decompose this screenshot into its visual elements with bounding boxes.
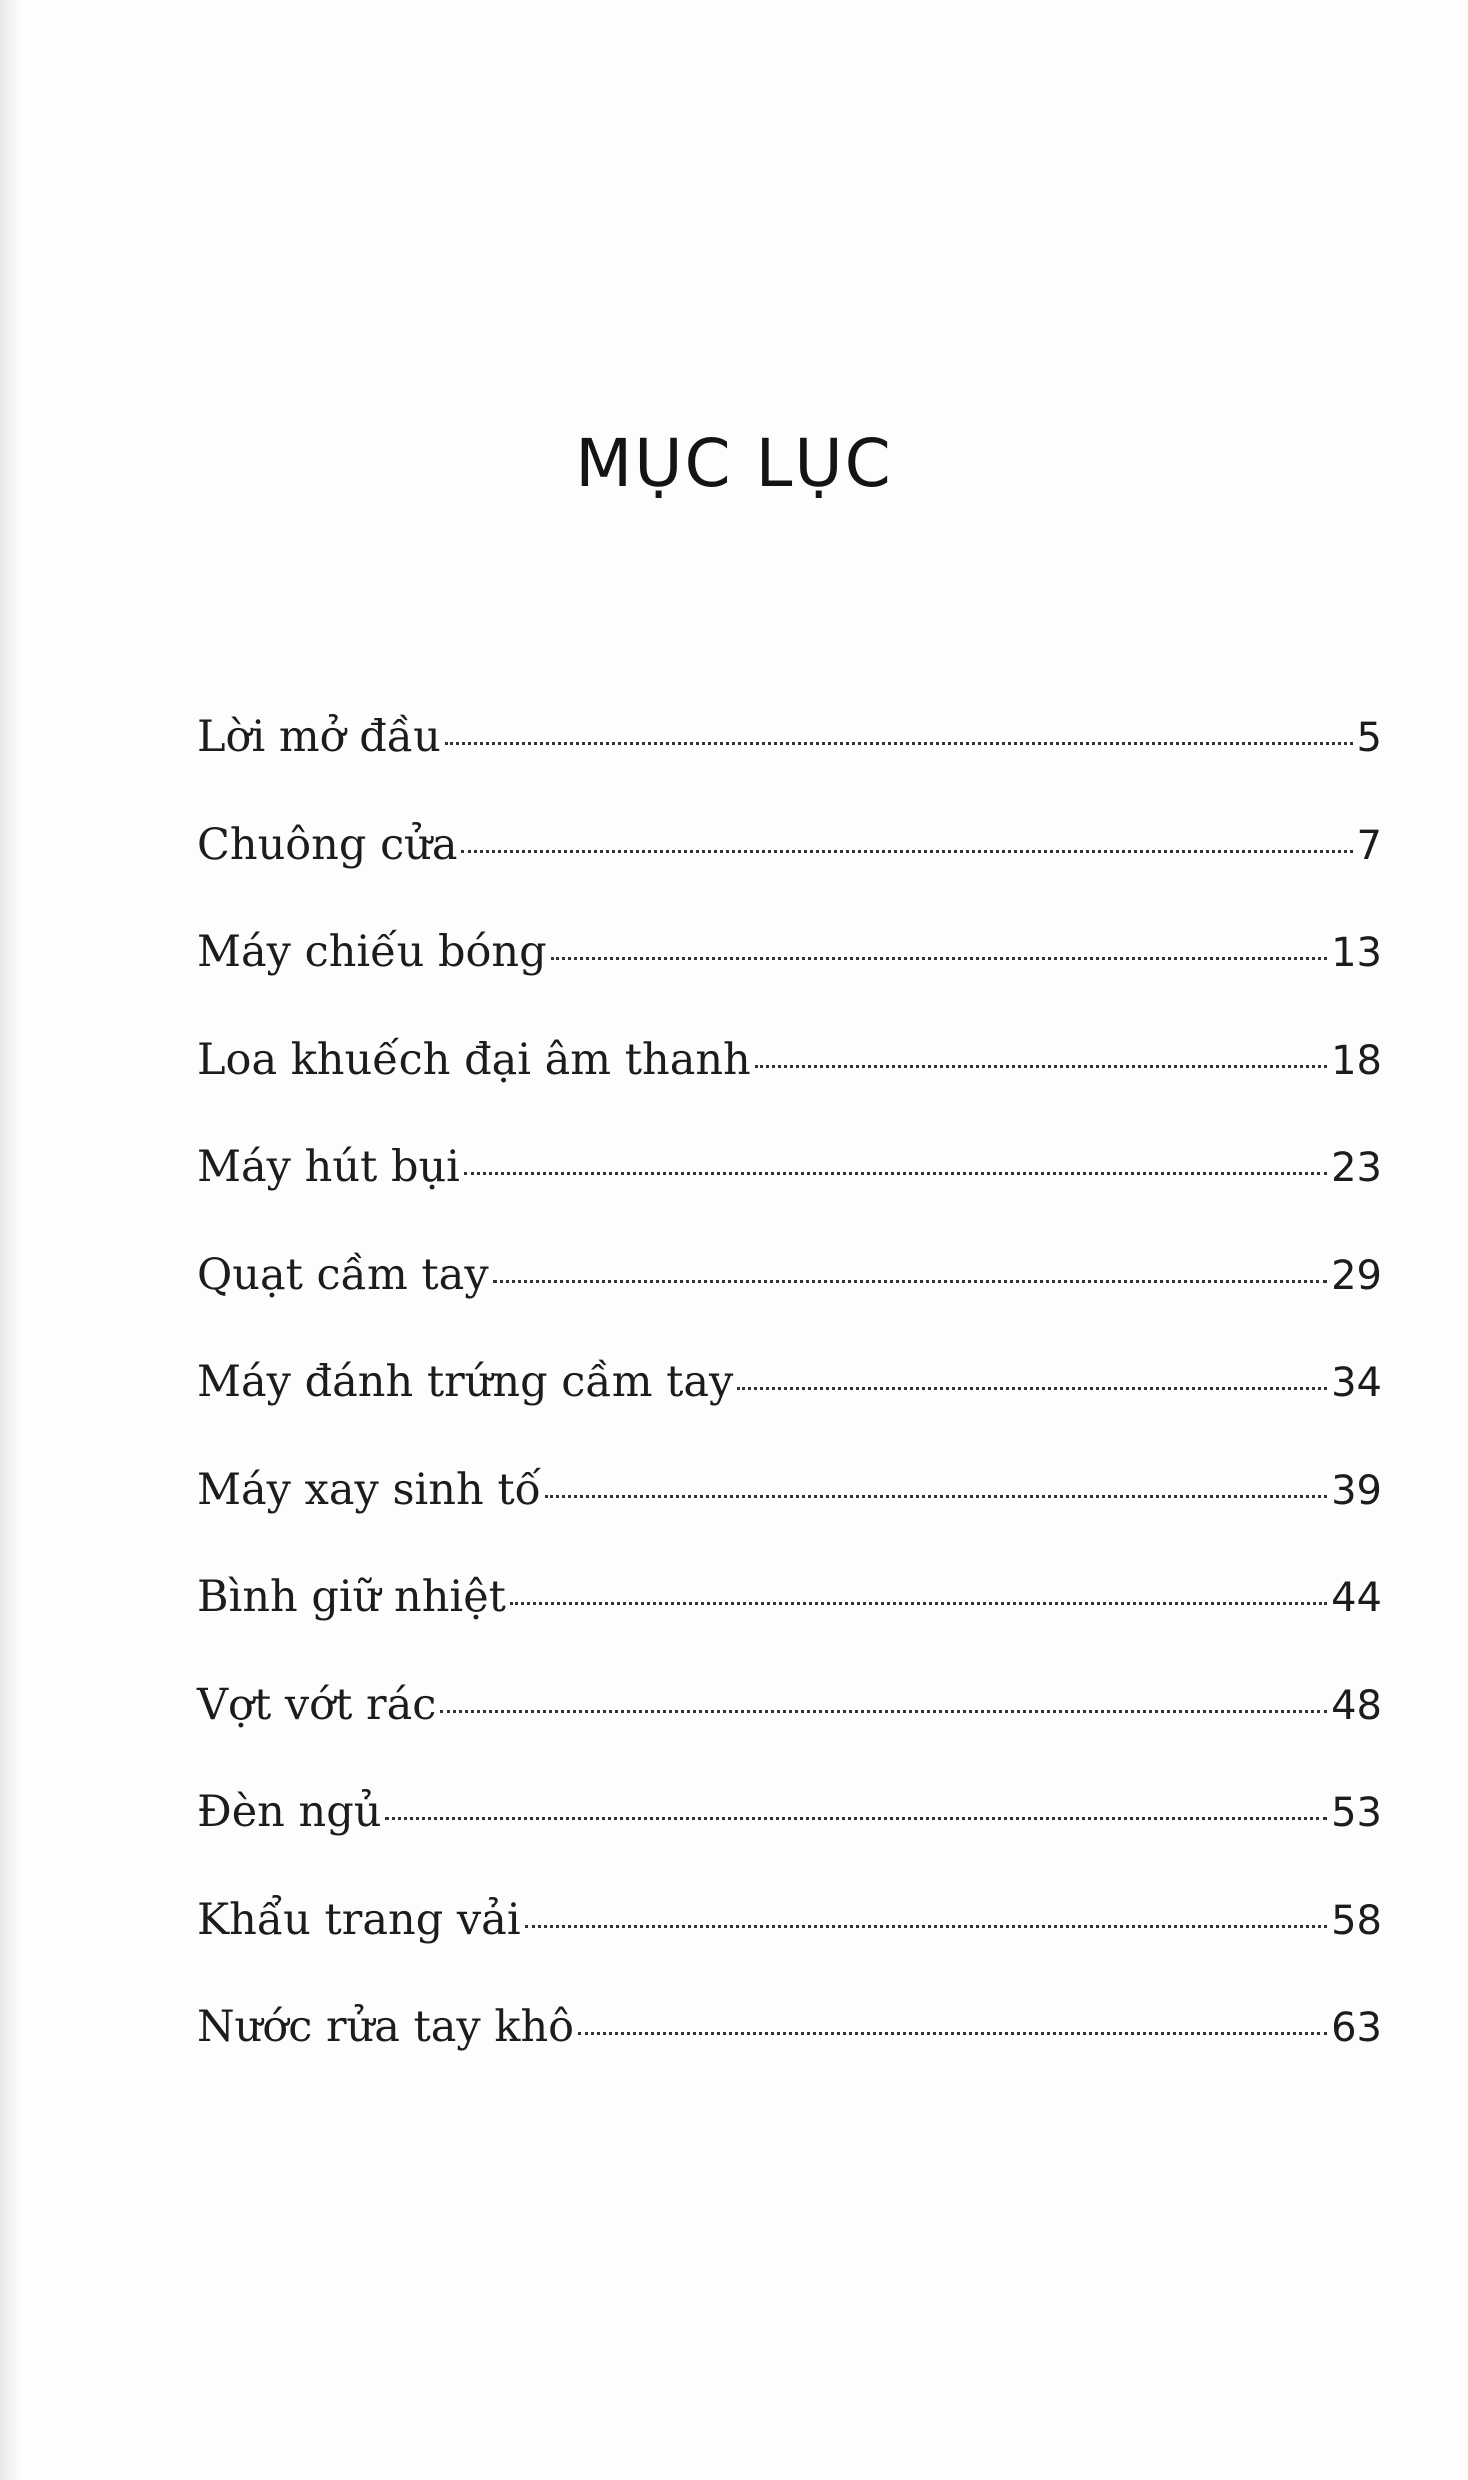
dot-leader: [551, 957, 1327, 960]
toc-entry-page: 5: [1356, 715, 1382, 761]
toc-entry-title: Lời mở đầu: [197, 712, 441, 762]
toc-entry-title: Máy hút bụi: [197, 1142, 460, 1192]
toc-entry-page: 53: [1331, 1790, 1382, 1836]
toc-entry-page: 63: [1331, 2005, 1382, 2051]
toc-entry-nuoc-rua-tay-kho[interactable]: [197, 2002, 1382, 2114]
toc-entry-title: Loa khuếch đại âm thanh: [197, 1034, 751, 1085]
toc-entry-may-danh-trung[interactable]: [197, 1357, 1382, 1469]
dot-leader: [445, 742, 1353, 745]
toc-entry-loa-khuech-dai[interactable]: [197, 1034, 1382, 1147]
toc-entry-title: Khẩu trang vải: [197, 1894, 521, 1945]
toc-entry-title: Đèn ngủ: [197, 1787, 382, 1837]
toc-entry-page: 23: [1331, 1145, 1382, 1191]
dot-leader: [464, 1172, 1327, 1175]
toc-entry-den-ngu[interactable]: [197, 1787, 1382, 1899]
toc-entry-title: Chuông cửa: [197, 819, 458, 870]
toc-entry-page: 44: [1331, 1575, 1382, 1621]
toc-entry-title: Quạt cầm tay: [197, 1249, 489, 1300]
toc-entry-title: Vợt vớt rác: [197, 1679, 437, 1730]
toc-entry-title: Nước rửa tay khô: [197, 2002, 575, 2052]
dot-leader: [510, 1602, 1327, 1605]
table-of-contents: [197, 712, 1382, 2114]
toc-entry-title: Máy xay sinh tố: [197, 1464, 541, 1515]
toc-entry-chuong-cua[interactable]: [197, 819, 1382, 932]
toc-entry-page: 7: [1356, 822, 1382, 869]
toc-entry-page: 13: [1331, 930, 1382, 976]
dot-leader: [525, 1925, 1328, 1928]
toc-entry-may-chieu-bong[interactable]: [197, 927, 1382, 1039]
toc-entry-title: Máy đánh trứng cầm tay: [197, 1357, 734, 1407]
toc-entry-loi-mo-dau[interactable]: [197, 712, 1382, 824]
toc-entry-may-xay-sinh-to[interactable]: [197, 1464, 1382, 1577]
page-title: MỤC LỤC: [575, 425, 893, 502]
toc-entry-page: 58: [1331, 1897, 1382, 1944]
dot-leader: [493, 1280, 1327, 1283]
page-edge-shadow: [0, 0, 22, 2480]
dot-leader: [385, 1817, 1327, 1820]
toc-entry-page: 29: [1331, 1252, 1382, 1299]
toc-entry-khau-trang-vai[interactable]: [197, 1894, 1382, 2007]
dot-leader: [737, 1387, 1327, 1390]
dot-leader: [755, 1065, 1327, 1068]
dot-leader: [545, 1495, 1327, 1498]
dot-leader: [461, 850, 1352, 853]
toc-entry-binh-giu-nhiet[interactable]: [197, 1572, 1382, 1684]
toc-entry-quat-cam-tay[interactable]: [197, 1249, 1382, 1362]
toc-entry-title: Máy chiếu bóng: [197, 927, 547, 977]
toc-entry-page: 48: [1331, 1682, 1382, 1729]
toc-entry-may-hut-bui[interactable]: [197, 1142, 1382, 1254]
toc-entry-page: 34: [1331, 1360, 1382, 1406]
toc-entry-page: 39: [1331, 1467, 1382, 1514]
toc-entry-title: Bình giữ nhiệt: [197, 1572, 506, 1622]
toc-entry-page: 18: [1331, 1037, 1382, 1084]
toc-entry-vot-vot-rac[interactable]: [197, 1679, 1382, 1792]
dot-leader: [440, 1710, 1327, 1713]
dot-leader: [578, 2032, 1327, 2035]
